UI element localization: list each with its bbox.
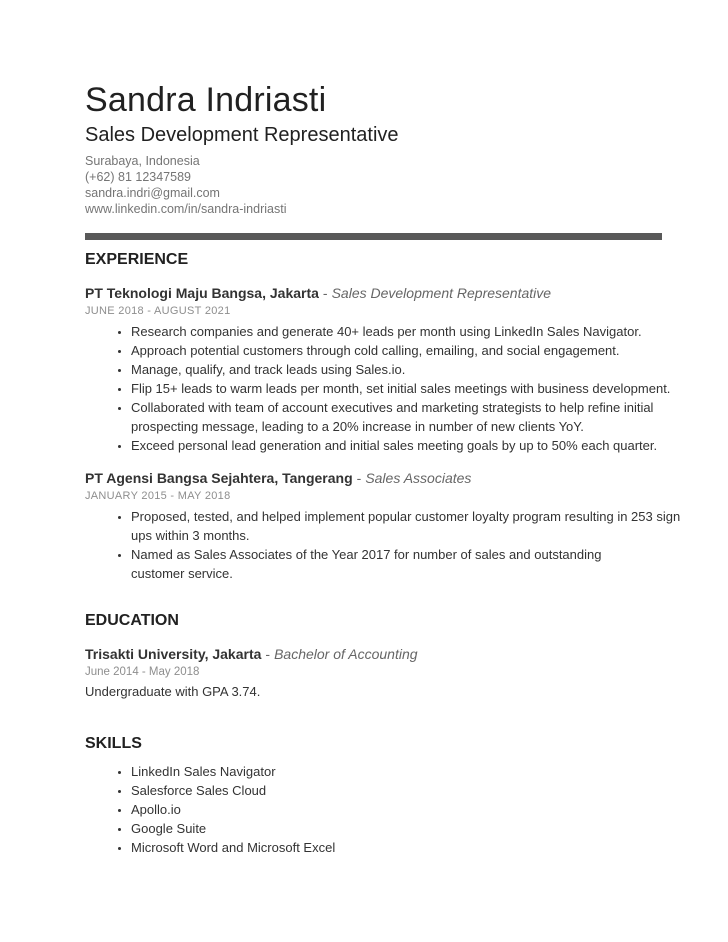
experience-dates: JUNE 2018 - AUGUST 2021 xyxy=(85,305,231,317)
contact-info xyxy=(85,153,701,217)
company-name: PT Teknologi Maju Bangsa, Jakarta xyxy=(85,285,319,301)
experience-heading: EXPERIENCE xyxy=(85,251,189,268)
contact-email: sandra.indri@gmail.com xyxy=(85,186,220,200)
person-name: Sandra Indriasti xyxy=(85,81,327,119)
bullet-item: • Flip 15+ leads to warm leads per month, set initial sales meetings with business development. xyxy=(131,379,701,398)
experience-entry-header xyxy=(85,284,701,302)
experience-dates: JANUARY 2015 - MAY 2018 xyxy=(85,490,231,502)
contact-linkedin: www.linkedin.com/in/sandra-indriasti xyxy=(85,202,287,216)
dash-separator: - xyxy=(265,646,271,662)
skill-item: • Google Suite xyxy=(131,819,701,838)
bullet-item: • Proposed, tested, and helped implement popular customer loyalty program resulting in 253 sign ups within 3 months. xyxy=(131,507,701,545)
section-divider-bar xyxy=(85,233,662,240)
skills-heading: SKILLS xyxy=(85,735,142,752)
degree-title: Bachelor of Accounting xyxy=(274,646,418,662)
bullet-item: • Exceed personal lead generation and initial sales meeting goals by up to 50% each quarter. xyxy=(131,436,701,455)
contact-location: Surabaya, Indonesia xyxy=(85,154,200,168)
school-name: Trisakti University, Jakarta xyxy=(85,646,262,662)
education-dates: June 2014 - May 2018 xyxy=(85,666,200,678)
bullet-item: • Named as Sales Associates of the Year 2017 for number of sales and outstanding customer service. xyxy=(131,545,621,583)
experience-entry xyxy=(85,284,701,455)
dash-separator: - xyxy=(322,285,328,301)
person-job-title: Sales Development Representative xyxy=(85,124,399,146)
experience-bullet-list xyxy=(85,507,701,583)
bullet-item: • Approach potential customers through cold calling, emailing, and social engagement. xyxy=(131,341,701,360)
contact-phone: (+62) 81 12347589 xyxy=(85,170,191,184)
role-title: Sales Development Representative xyxy=(331,285,552,301)
experience-entry-header xyxy=(85,469,701,487)
dash-separator: - xyxy=(356,470,362,486)
education-heading: EDUCATION xyxy=(85,612,179,629)
company-name: PT Agensi Bangsa Sejahtera, Tangerang xyxy=(85,470,353,486)
experience-bullet-list xyxy=(85,322,701,455)
bullet-item: • Collaborated with team of account executives and marketing strategists to help refine initial prospecting message, leading to a 20% increase in number of new clients YoY. xyxy=(131,398,701,436)
skill-item: • Salesforce Sales Cloud xyxy=(131,781,701,800)
resume-header xyxy=(85,80,701,217)
skill-item: • Microsoft Word and Microsoft Excel xyxy=(131,838,701,857)
skill-item: • LinkedIn Sales Navigator xyxy=(131,762,701,781)
skills-list xyxy=(85,762,701,857)
experience-section xyxy=(85,250,701,583)
skills-section xyxy=(85,734,701,857)
education-section xyxy=(85,611,701,700)
bullet-item: • Manage, qualify, and track leads using Sales.io. xyxy=(131,360,701,379)
skill-item: • Apollo.io xyxy=(131,800,701,819)
education-entry-header xyxy=(85,645,701,663)
role-title: Sales Associates xyxy=(365,470,472,486)
bullet-item: • Research companies and generate 40+ leads per month using LinkedIn Sales Navigator. xyxy=(131,322,701,341)
education-note: Undergraduate with GPA 3.74. xyxy=(85,684,261,699)
experience-entry xyxy=(85,469,701,583)
